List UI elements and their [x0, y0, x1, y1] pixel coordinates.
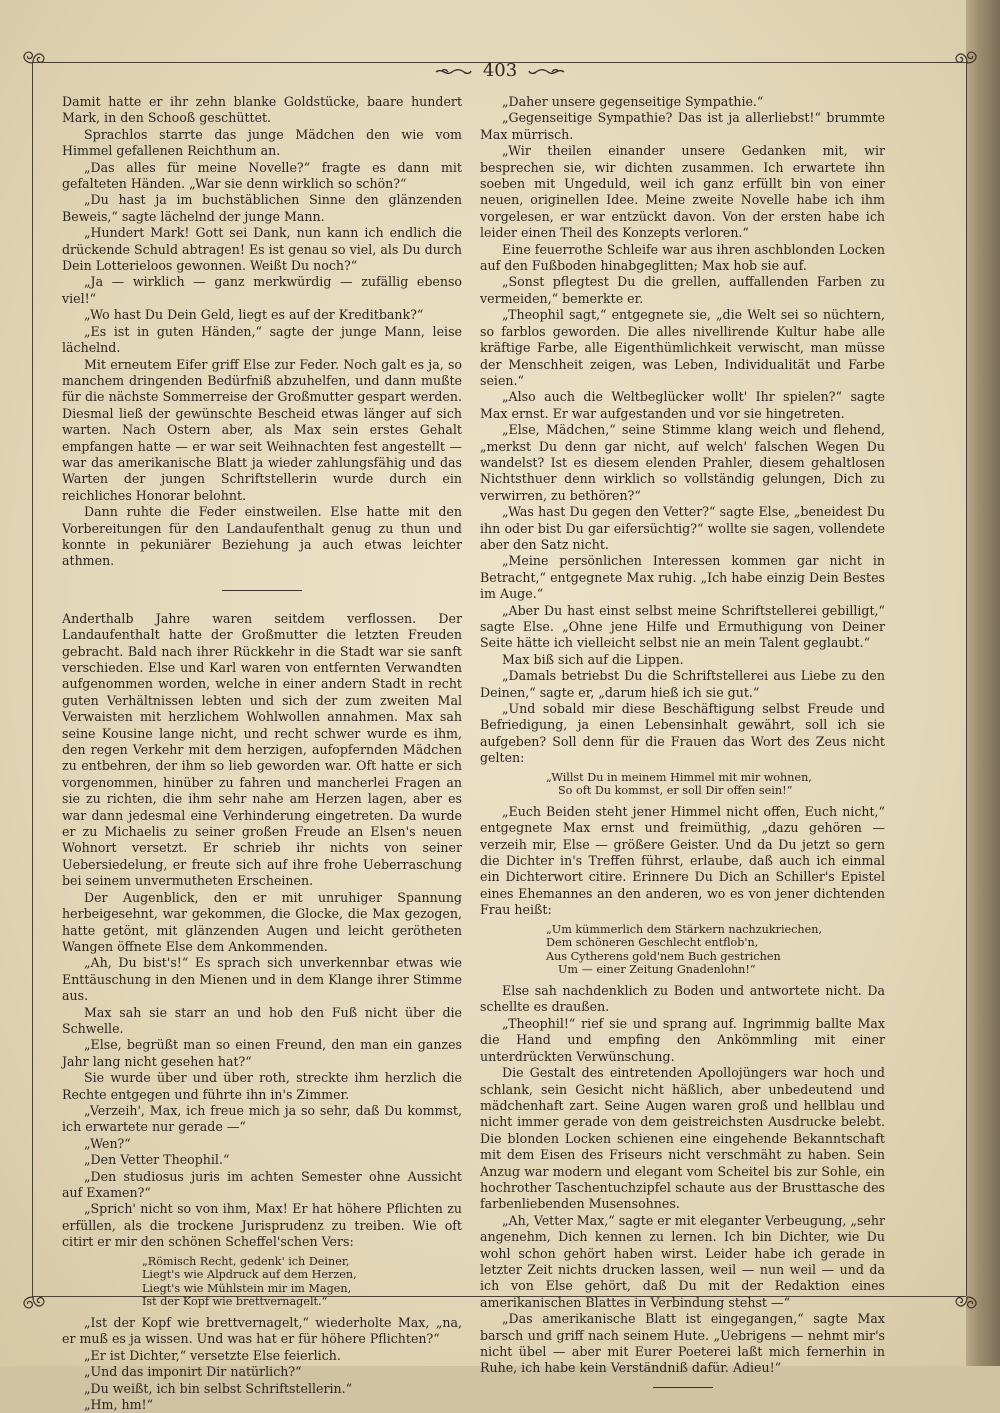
- paragraph: „Theophil sagt,“ entgegnete sie, „die Welt sei so nüchtern, so farblos geworden. Die alles nivellirende Kultur habe alle kräftige Farbe, alle Eigenthümlichkeit verwischt, man müsse der Menschheit zeigen, was Leben, Individualität und Farbe seien.“: [480, 307, 885, 388]
- paragraph: „Den studiosus juris im achten Semester ohne Aussicht auf Examen?“: [62, 1168, 462, 1200]
- paragraph: „Den Vetter Theophil.“: [84, 1152, 230, 1168]
- paragraph: Max biß sich auf die Lippen.: [502, 651, 684, 667]
- paragraph: „Gegenseitige Sympathie? Das ist ja allerliebst!“ brummte Max mürrisch.: [480, 110, 885, 142]
- paragraph: „Ja — wirklich — ganz merkwürdig — zufällig ebenso viel!“: [62, 274, 462, 306]
- paragraph: Damit hatte er ihr zehn blanke Goldstücke, baare hundert Mark, in den Schooß geschüttet.: [62, 94, 462, 126]
- corner-ornament-icon: [950, 1280, 984, 1314]
- paragraph: „Verzeih', Max, ich freue mich ja so sehr, daß Du kommst, ich erwartete nur gerade —“: [62, 1102, 462, 1135]
- book-binding-edge: [966, 0, 1000, 1366]
- paragraph: „Else, Mädchen,“ seine Stimme klang weich und flehend, „merkst Du denn gar nicht, auf welch' falschen Wegen Du wandelst? Ist es diesem elenden Prahler, diesem gehaltlosen Nichtsthuer denn wirklich so vollständig gelungen, Dich zu verwirren, zu bethören?“: [480, 422, 885, 503]
- verse-line: „Um kümmerlich dem Stärkern nachzukriechen,: [546, 922, 823, 936]
- verse-line: Aus Cytherens gold'nem Buch gestrichen: [546, 949, 781, 963]
- paragraph: „Er ist Dichter,“ versetzte Else feierlich.: [84, 1347, 341, 1363]
- paragraph: „Ah, Vetter Max,“ sagte er mit eleganter Verbeugung, „sehr angenehm, Dich kennen zu lernen. Ich bin Dichter, wie Du wohl schon gehört haben wirst. Leider habe ich gerade in letzter Zeit nichts drucken lassen, weil — nun weil — und da ich von Else gehört, daß Du mit der Redaktion eines amerikanischen Blattes in Verbindung stehst —“: [480, 1212, 885, 1310]
- verse-line: So oft Du kommst, er soll Dir offen sein!“: [558, 784, 793, 798]
- paragraph: „Sprich' nicht so von ihm, Max! Er hat höhere Pflichten zu erfüllen, als die trockene Jurisprudenz zu treiben. Wie oft citirt er mir den schönen Scheffel'schen Vers:: [62, 1201, 462, 1250]
- paragraph: „Aber Du hast einst selbst meine Schriftstellerei gebilligt,“ sagte Else. „Ohne jene Hilfe und Ermuthigung von Deiner Seite hätte ich vielleicht selbst nie an mein Talent geglaubt.“: [480, 602, 885, 651]
- paragraph: „Das amerikanische Blatt ist eingegangen,“ sagte Max barsch und griff nach seinem Hute. „Uebrigens — nehmt mir's nicht übel — aber mit Eurer Poeterei laßt mich fernerhin in Ruhe, ich habe kein Verständniß dafür. Adieu!“: [480, 1311, 885, 1376]
- verse-block: [142, 1255, 462, 1309]
- flourish-left-icon: [434, 64, 472, 78]
- page-number: 403: [482, 60, 518, 81]
- paragraph: „Du hast ja im buchstäblichen Sinne den glänzenden Beweis,“ sagte lächelnd der junge Mann.: [62, 192, 462, 224]
- paragraph: Max sah sie starr an und hob den Fuß nicht über die Schwelle.: [62, 1004, 462, 1036]
- paragraph: Mit erneutem Eifer griff Else zur Feder. Noch galt es ja, so manchem dringenden Bedürfniß abzuhelfen, und dann mußte für die nächste Sommerreise der Großmutter gespart werden. Diesmal ließ der gewünschte Bescheid etwas länger auf sich warten. Nach Ostern aber, als Max sein erstes Gehalt empfangen hatte — er war seit Weihnachten fest angestellt — war das amerikanische Blatt ja wieder zahlungsfähig und das Warten der jungen Schriftstellerin wurde durch ein reichliches Honorar belohnt.: [62, 356, 462, 503]
- paragraph: „Daher unsere gegenseitige Sympathie.“: [502, 94, 764, 109]
- verse-line: „Willst Du in meinem Himmel mit mir wohnen,: [546, 770, 812, 784]
- paragraph: „Hundert Mark! Gott sei Dank, nun kann ich endlich die drückende Schuld abtragen! Es ist genau so viel, als Du durch Dein Lotterieloos gewonnen. Weißt Du noch?“: [62, 225, 462, 274]
- paragraph: „Theophil!“ rief sie und sprang auf. Ingrimmig ballte Max die Hand und empfing den Ankömmling mit einer unterdrückten Verwünschung.: [480, 1015, 885, 1064]
- flourish-right-icon: [528, 64, 566, 78]
- end-rule: [653, 1387, 713, 1388]
- right-text-column: [480, 94, 885, 1388]
- verse-line: Ist der Kopf wie brettvernagelt.“: [142, 1295, 328, 1309]
- paragraph: „Hm, hm!“: [84, 1397, 154, 1413]
- paragraph: Dann ruhte die Feder einstweilen. Else hatte mit den Vorbereitungen für den Landaufenthalt genug zu thun und konnte in pekuniärer Beziehung ja auch etwas leichter athmen.: [62, 504, 462, 569]
- paragraph: „Sonst pflegtest Du die grellen, auffallenden Farben zu vermeiden,“ bemerkte er.: [480, 274, 885, 306]
- paragraph: „Das alles für meine Novelle?“ fragte es dann mit gefalteten Händen. „War sie denn wirklich so schön?“: [62, 159, 462, 192]
- corner-ornament-icon: [950, 46, 984, 80]
- paragraph: „Ist der Kopf wie brettvernagelt,“ wiederholte Max, „na, er muß es ja wissen. Und was hat er für höhere Pflichten?“: [62, 1315, 462, 1347]
- verse-line: „Römisch Recht, gedenk' ich Deiner,: [142, 1254, 350, 1268]
- paragraph: „Was hast Du gegen den Vetter?“ sagte Else, „beneidest Du ihn oder bist Du gar eifersüchtig?“ wollte sie sagen, vollendete aber den Satz nicht.: [480, 504, 885, 552]
- paragraph: Die Gestalt des eintretenden Apollojüngers war hoch und schlank, sein Gesicht nicht häßlich, aber unbedeutend und mädchenhaft zart. Seine Augen waren groß und hellblau und nicht immer gerade von dem geistreichsten Ausdrucke belebt. Die blonden Locken schienen eine eingehende Bekanntschaft mit dem Eisen des Friseurs nicht verschmäht zu haben. Sein Anzug war modern und elegant vom Scheitel bis zur Sohle, ein hochrother Taschentuchzipfel schaute aus der Brusttasche des farbenliebenden Musensohnes.: [480, 1065, 885, 1212]
- page-header: [400, 60, 600, 88]
- paragraph: „Euch Beiden steht jener Himmel nicht offen, Euch nicht,“ entgegnete Max ernst und freimüthig, „dazu gehören — verzeih mir, Else — größere Geister. Und da Du jetzt so gern die Dichter in's Treffen führst, erlaube, daß auch ich einmal ein Dichterwort citire. Erinnere Du Dich an Schiller's Epistel eines Ehemannes an den anderen, wo es von jener dichtenden Frau heißt:: [480, 803, 885, 918]
- paragraph: „Es ist in guten Händen,“ sagte der junge Mann, leise lächelnd.: [62, 323, 462, 356]
- paragraph: „Wo hast Du Dein Geld, liegt es auf der Kreditbank?“: [84, 307, 424, 323]
- verse-line: Liegt's wie Alpdruck auf dem Herzen,: [142, 1268, 357, 1282]
- verse-line: Um — einer Zeitung Gnadenlohn!“: [558, 963, 756, 977]
- paragraph: Eine feuerrothe Schleife war aus ihren aschblonden Locken auf den Fußboden hinabgeglitten; Max hob sie auf.: [480, 241, 885, 274]
- paragraph: „Und das imponirt Dir natürlich?“: [84, 1364, 302, 1380]
- paragraph: Der Augenblick, den er mit unruhiger Spannung herbeigesehnt, war gekommen, die Glocke, die Max gezogen, hatte getönt, mit glänzenden Augen und leicht gerötheten Wangen öffnete Else dem Ankommenden.: [62, 889, 462, 954]
- paragraph: „Meine persönlichen Interessen kommen gar nicht in Betracht,“ entgegnete Max ruhig. „Ich habe einzig Dein Bestes im Auge.“: [480, 553, 885, 602]
- paragraph: „Else, begrüßt man so einen Freund, den man ein ganzes Jahr lang nicht gesehen hat?“: [62, 1037, 462, 1069]
- corner-ornament-icon: [16, 1280, 50, 1314]
- left-text-column: [62, 94, 462, 1413]
- paragraph: Anderthalb Jahre waren seitdem verflossen. Der Landaufenthalt hatte der Großmutter die letzten Freuden gebracht. Bald nach ihrer Rückkehr in die Stadt war sie sanft verschieden. Else und Karl waren von entfernten Verwandten aufgenommen worden, welche in einer andern Stadt in recht guten Verhältnissen lebten und sich der zum zweiten Mal Verwaisten mit herzlichem Wohlwollen annahmen. Max sah seine Kousine lange nicht, und recht schwer wurde es ihm, den regen Verkehr mit dem herzigen, aufopfernden Mädchen zu entbehren, der ihm so lieb geworden war. Oft hatte er sich vorgenommen, hinüber zu fahren und mancherlei Fragen an sie zu richten, die ihm sehr nahe am Herzen lagen, aber es war dann jedesmal eine Verhinderung eingetreten. Da wurde er zu Michaelis zu seiner großen Freude an Elsen's neuen Wohnort versetzt. Er schrieb ihr nichts von seiner Uebersiedelung, er freute sich auf ihre frohe Ueberraschung bei seinem unvermutheten Erscheinen.: [62, 610, 462, 889]
- paragraph: Else sah nachdenklich zu Boden und antwortete nicht. Da schellte es draußen.: [480, 983, 885, 1015]
- verse-line: Liegt's wie Mühlstein mir im Magen,: [142, 1281, 352, 1295]
- corner-ornament-icon: [16, 46, 50, 80]
- frame-border-right: [966, 62, 967, 1296]
- paragraph: „Wen?“: [84, 1135, 131, 1151]
- paragraph: Sprachlos starrte das junge Mädchen den wie vom Himmel gefallenen Reichthum an.: [62, 126, 462, 159]
- verse-block: [546, 771, 885, 798]
- paragraph: „Also auch die Weltbeglücker wollt' Ihr spielen?“ sagte Max ernst. Er war aufgestanden und vor sie hingetreten.: [480, 389, 885, 421]
- verse-line: Dem schöneren Geschlecht entflob'n,: [546, 936, 759, 950]
- paragraph: Sie wurde über und über roth, streckte ihm herzlich die Rechte entgegen und führte ihn in's Zimmer.: [62, 1070, 462, 1102]
- section-divider: [222, 590, 302, 591]
- paragraph: „Ah, Du bist's!“ Es sprach sich unverkennbar etwas wie Enttäuschung in den Mienen und in dem Klange ihrer Stimme aus.: [62, 955, 462, 1004]
- paragraph: „Du weißt, ich bin selbst Schriftstellerin.“: [84, 1380, 353, 1396]
- paragraph: „Wir theilen einander unsere Gedanken mit, wir besprechen sie, wir dichten zusammen. Ich erwartete ihn soeben mit Ungeduld, weil ich ganz erfüllt bin von einer neuen, originellen Idee. Meine zweite Novelle habe ich ihm vorgelesen, er war entzückt davon. Von der ersten habe ich leider einen Theil des Konzepts verloren.“: [480, 143, 885, 241]
- verse-block: [546, 923, 885, 977]
- paragraph: „Und sobald mir diese Beschäftigung selbst Freude und Befriedigung, ja einen Lebensinhalt gewährt, soll ich sie aufgeben? Soll denn für die Frauen das Wort des Zeus nicht gelten:: [480, 701, 885, 766]
- frame-border-left: [32, 62, 33, 1296]
- paragraph: „Damals betriebst Du die Schriftstellerei aus Liebe zu den Deinen,“ sagte er, „darum hieß ich sie gut.“: [480, 668, 885, 700]
